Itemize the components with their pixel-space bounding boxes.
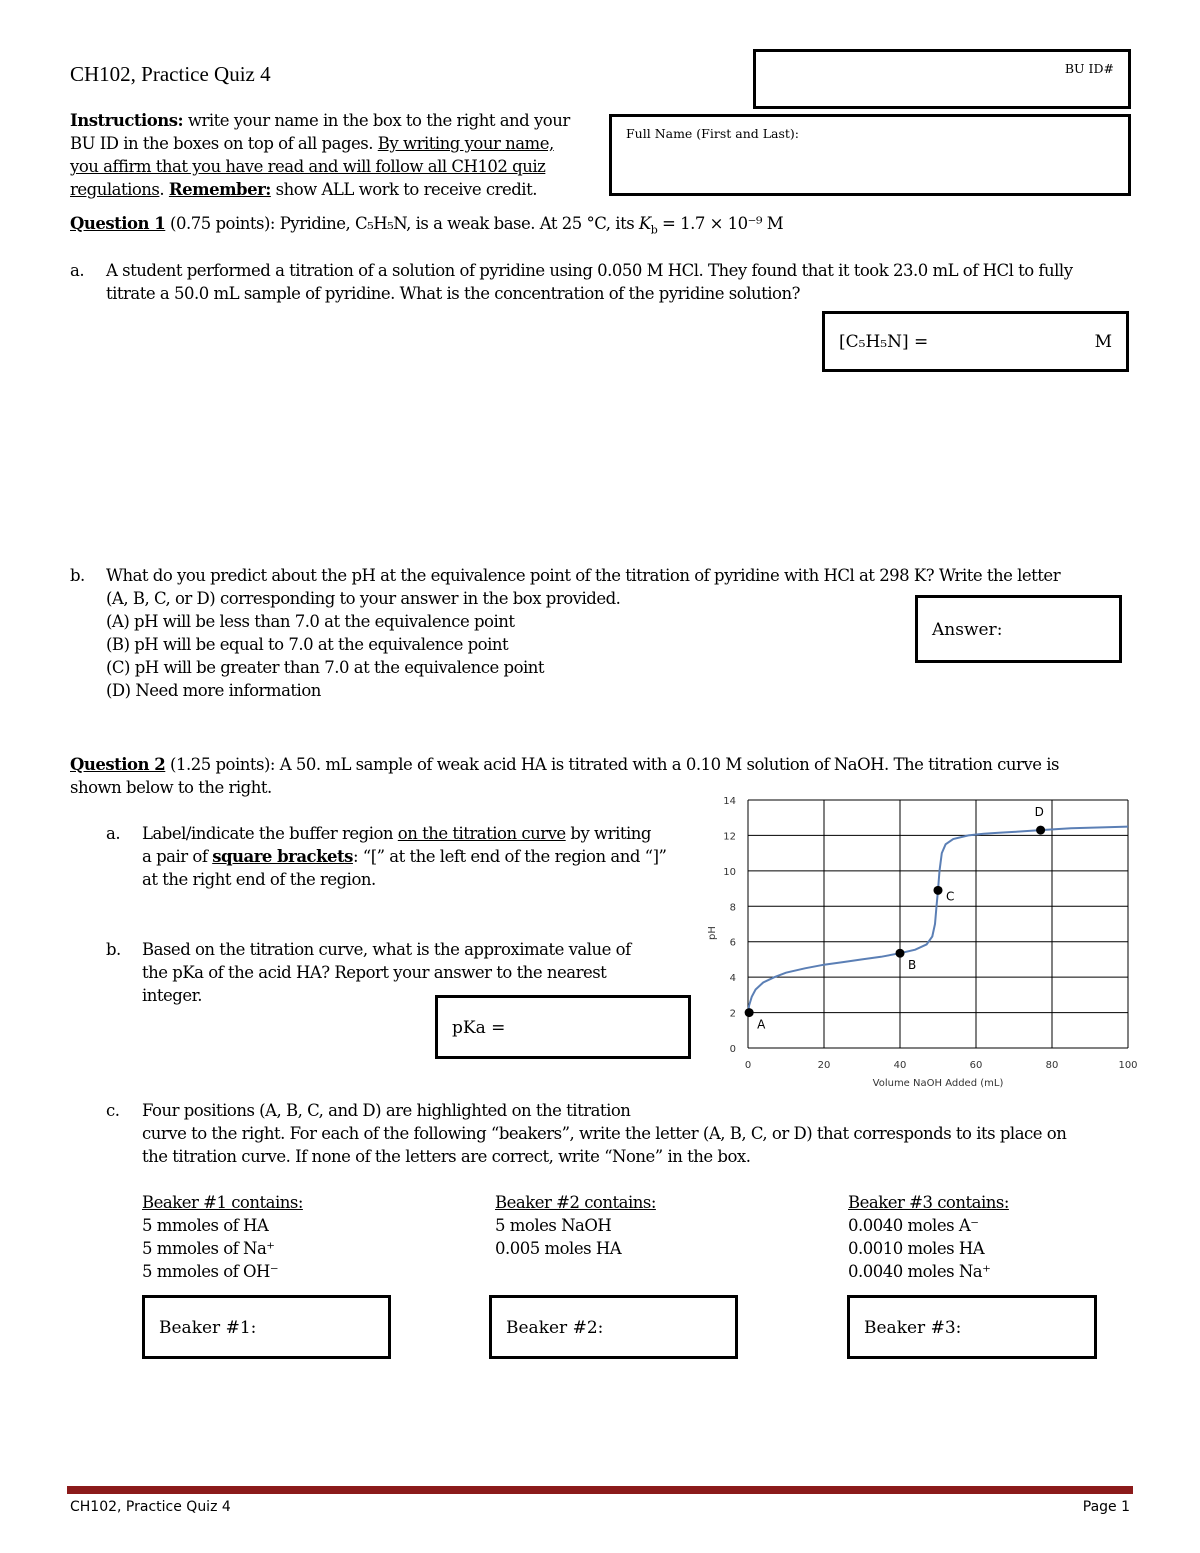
beaker-line: 5 mmoles of HA xyxy=(142,1216,269,1235)
instructions-text: . xyxy=(159,180,169,199)
question-2c-text xyxy=(142,1099,1152,1168)
beaker-heading: Beaker #3 contains: xyxy=(848,1193,1009,1212)
instructions-text: write your name in the box to the right and your xyxy=(183,111,570,130)
beaker-line: 5 mmoles of OH⁻ xyxy=(142,1262,279,1281)
bu-id-box[interactable] xyxy=(753,49,1131,109)
question-1b-letter: b. xyxy=(70,566,85,585)
instructions-text: show ALL work to receive credit. xyxy=(270,180,537,199)
chart-tick-labels xyxy=(723,796,1137,1071)
beaker-line: 0.005 moles HA xyxy=(495,1239,622,1258)
question-2c-line: curve to the right. For each of the following “beakers”, write the letter (A, B, C, or D) that corresponds to its place on xyxy=(142,1124,1067,1143)
question-1b-line: What do you predict about the pH at the equivalence point of the titration of pyridine with HCl at 298 K? Write the letter xyxy=(106,566,1061,585)
y-tick-label: 14 xyxy=(723,796,736,807)
question-2b-letter: b. xyxy=(106,940,121,959)
question-2a-letter: a. xyxy=(106,824,121,843)
beaker-1-contents xyxy=(142,1191,442,1283)
beaker-heading: Beaker #1 contains: xyxy=(142,1193,303,1212)
footer-title: CH102, Practice Quiz 4 xyxy=(70,1499,231,1515)
question-2a-line: at the right end of the region. xyxy=(142,870,376,889)
point-a xyxy=(745,1008,754,1017)
question-2a-line: by writing xyxy=(565,824,651,843)
beaker-3-contents xyxy=(848,1191,1148,1283)
point-label-c: C xyxy=(946,889,955,904)
question-1-text: Pyridine, C₅H₅N, is a weak base. At 25 °C, its xyxy=(279,214,639,233)
bu-id-label: BU ID# xyxy=(1064,61,1114,76)
x-tick-label: 0 xyxy=(744,1060,752,1071)
question-1a-line: titrate a 50.0 mL sample of pyridine. What is the concentration of the pyridine solution? xyxy=(106,284,800,303)
question-1b-line: (A, B, C, or D) corresponding to your answer in the box provided. xyxy=(106,589,621,608)
pka-answer-box[interactable] xyxy=(435,995,691,1059)
y-tick-label: 10 xyxy=(723,866,736,878)
x-tick-label: 60 xyxy=(969,1060,983,1071)
question-2-points: (1.25 points): xyxy=(165,755,280,774)
instructions-affirm: By writing your name, xyxy=(377,134,554,153)
beaker-2-answer-box[interactable] xyxy=(489,1295,738,1359)
remember-label: Remember: xyxy=(168,180,271,199)
beaker-3-answer-box[interactable] xyxy=(847,1295,1097,1359)
x-tick-label: 40 xyxy=(893,1060,907,1071)
point-label-b: B xyxy=(908,958,917,973)
pyridine-concentration-answer-box[interactable] xyxy=(822,311,1129,372)
point-label-d: D xyxy=(1034,805,1044,820)
point-c xyxy=(934,886,943,895)
question-2a-line: : “[” at the left end of the region and “]” xyxy=(352,847,667,866)
beaker-line: 0.0040 moles A⁻ xyxy=(848,1216,979,1235)
beaker-line: 5 moles NaOH xyxy=(495,1216,612,1235)
beaker-heading: Beaker #2 contains: xyxy=(495,1193,656,1212)
question-1-stem xyxy=(70,212,1150,241)
option-a: (A) pH will be less than 7.0 at the equivalence point xyxy=(106,612,515,631)
instructions-affirm: regulations xyxy=(70,180,160,199)
chart-points xyxy=(745,805,1045,1031)
question-2b-line: the pKa of the acid HA? Report your answer to the nearest xyxy=(142,963,607,982)
question-2-text: shown below to the right. xyxy=(70,778,272,797)
y-tick-label: 12 xyxy=(723,831,736,843)
instructions-text: BU ID in the boxes on top of all pages. xyxy=(70,134,378,153)
question-1a-letter: a. xyxy=(70,261,85,280)
beaker-3-answer-label: Beaker #3: xyxy=(864,1318,962,1338)
full-name-label: Full Name (First and Last): xyxy=(626,126,799,141)
beaker-2-answer-label: Beaker #2: xyxy=(506,1318,604,1338)
question-2a-line: Label/indicate the buffer region xyxy=(142,824,398,843)
x-tick-label: 80 xyxy=(1045,1060,1059,1071)
y-tick-label: 8 xyxy=(729,902,736,914)
instructions xyxy=(70,109,600,201)
beaker-line: 0.0010 moles HA xyxy=(848,1239,985,1258)
full-name-box[interactable] xyxy=(609,114,1131,196)
point-d xyxy=(1036,826,1045,835)
beaker-1-answer-box[interactable] xyxy=(142,1295,391,1359)
y-tick-label: 6 xyxy=(729,937,736,949)
question-1-label: Question 1 xyxy=(70,214,166,233)
question-2c-letter: c. xyxy=(106,1101,120,1120)
pka-label: pKa = xyxy=(452,1018,506,1038)
instructions-label: Instructions: xyxy=(70,111,184,130)
y-axis-label: pH xyxy=(707,926,718,940)
question-2a-emphasis: on the titration curve xyxy=(397,824,566,843)
instructions-affirm: you affirm that you have read and will follow all CH102 quiz xyxy=(70,157,546,176)
page-number: Page 1 xyxy=(1082,1499,1130,1515)
point-b xyxy=(896,949,905,958)
titration-curve-chart xyxy=(700,790,1140,1090)
beaker-line: 0.0040 moles Na⁺ xyxy=(848,1262,991,1281)
square-brackets-emphasis: square brackets xyxy=(212,847,353,866)
question-2b-line: Based on the titration curve, what is the approximate value of xyxy=(142,940,631,959)
y-tick-label: 4 xyxy=(729,973,736,985)
option-c: (C) pH will be greater than 7.0 at the equivalence point xyxy=(106,658,545,677)
question-2a-line: a pair of xyxy=(142,847,213,866)
pyridine-concentration-label: [C₅H₅N] = xyxy=(839,332,929,352)
kb-value: = 1.7 × 10⁻⁹ M xyxy=(657,214,784,233)
point-label-a: A xyxy=(757,1017,766,1032)
beaker-2-contents xyxy=(495,1191,795,1260)
titration-curve-line xyxy=(748,827,1128,1013)
beaker-line: 5 mmoles of Na⁺ xyxy=(142,1239,275,1258)
question-1a-text xyxy=(106,259,1166,305)
question-1-points: (0.75 points): xyxy=(165,214,280,233)
beaker-1-answer-label: Beaker #1: xyxy=(159,1318,257,1338)
x-tick-label: 20 xyxy=(817,1060,831,1071)
x-tick-label: 100 xyxy=(1118,1060,1138,1071)
answer-label: Answer: xyxy=(932,620,1003,640)
option-b: (B) pH will be equal to 7.0 at the equivalence point xyxy=(106,635,509,654)
y-tick-label: 0 xyxy=(729,1044,736,1055)
x-axis-label: Volume NaOH Added (mL) xyxy=(872,1078,1004,1089)
question-2-label: Question 2 xyxy=(70,755,166,774)
question-2c-line: Four positions (A, B, C, and D) are highlighted on the titration xyxy=(142,1101,631,1120)
question-2-text: A 50. mL sample of weak acid HA is titrated with a 0.10 M solution of NaOH. The titration curve is xyxy=(279,755,1059,774)
molarity-unit: M xyxy=(1094,332,1112,352)
kb-symbol: K xyxy=(638,214,651,233)
footer-rule xyxy=(67,1486,1133,1494)
question-1a-line: A student performed a titration of a solution of pyridine using 0.050 M HCl. They found that it took 23.0 mL of HCl to fully xyxy=(106,261,1073,280)
question-2a-text xyxy=(142,822,702,891)
page-title: CH102, Practice Quiz 4 xyxy=(70,62,271,86)
kb-subscript: b xyxy=(650,223,658,237)
equivalence-ph-answer-box[interactable] xyxy=(915,595,1122,663)
chart-grid xyxy=(748,800,1128,1048)
y-tick-label: 2 xyxy=(729,1008,736,1020)
option-d: (D) Need more information xyxy=(106,681,321,700)
question-2b-line: integer. xyxy=(142,986,202,1005)
question-2c-line: the titration curve. If none of the letters are correct, write “None” in the box. xyxy=(142,1147,751,1166)
